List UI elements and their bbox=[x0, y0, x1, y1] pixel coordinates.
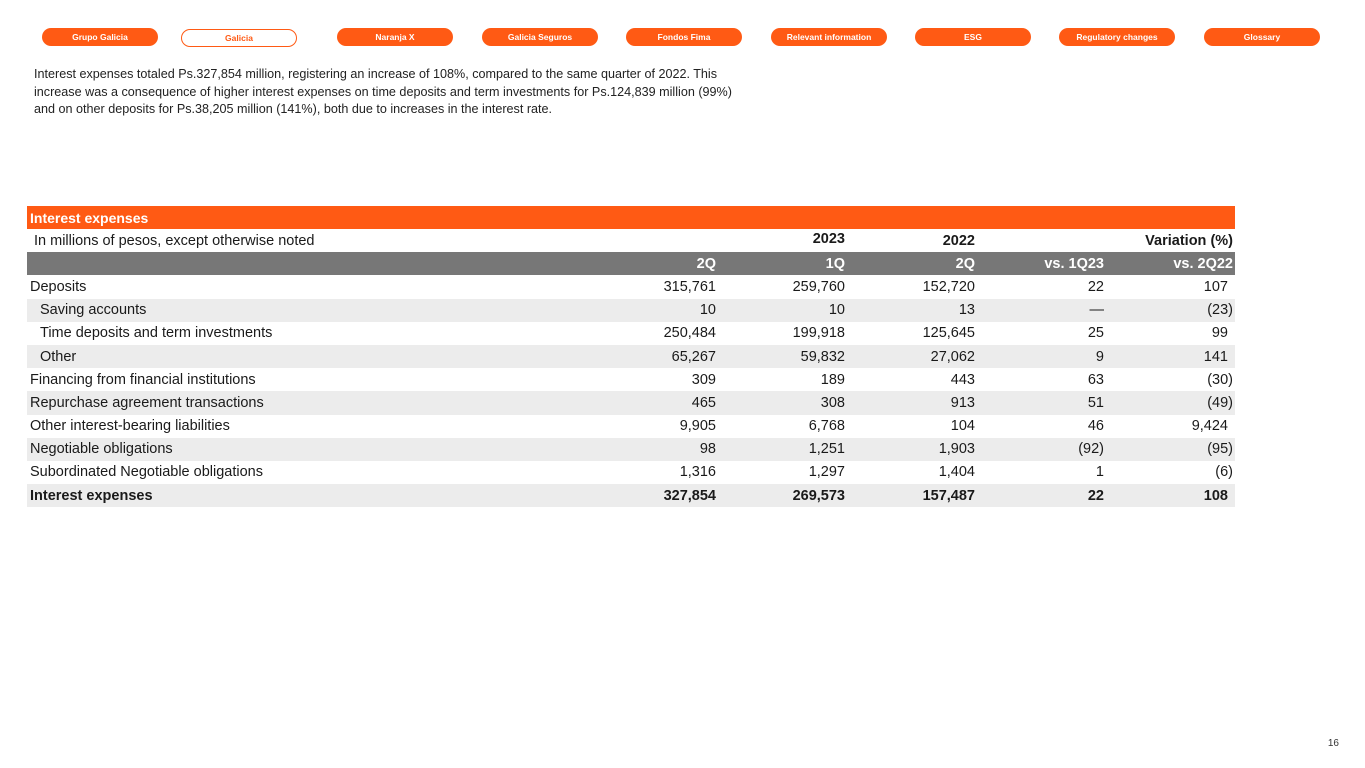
cell: 59,832 bbox=[800, 348, 845, 365]
year-2022-label: 2022 bbox=[942, 232, 975, 249]
col-header: 2Q bbox=[696, 255, 716, 272]
tab-glossary[interactable]: Glossary bbox=[1204, 28, 1320, 46]
cell: 13 bbox=[958, 302, 975, 319]
tab-galicia[interactable]: Galicia bbox=[181, 29, 297, 47]
cell: 22 bbox=[1087, 278, 1104, 295]
year-2023-label: 2023 bbox=[812, 230, 845, 247]
cell: 443 bbox=[950, 371, 975, 388]
cell: 107 bbox=[1203, 278, 1228, 295]
table-row bbox=[27, 275, 1235, 298]
cell: (95) bbox=[1207, 441, 1233, 458]
cell: 309 bbox=[691, 371, 716, 388]
cell: 259,760 bbox=[792, 278, 845, 295]
cell: 1 bbox=[1095, 464, 1104, 481]
tab-grupo-galicia[interactable]: Grupo Galicia bbox=[42, 28, 158, 46]
col-header: 2Q bbox=[955, 255, 975, 272]
cell: 199,918 bbox=[792, 325, 845, 342]
row-label: Saving accounts bbox=[40, 302, 147, 319]
cell: 125,645 bbox=[922, 325, 975, 342]
table-row bbox=[27, 391, 1235, 414]
table-row bbox=[27, 461, 1235, 484]
cell: 189 bbox=[820, 371, 845, 388]
table-row bbox=[27, 322, 1235, 345]
row-label: Subordinated Negotiable obligations bbox=[30, 464, 263, 481]
cell: 1,903 bbox=[938, 441, 975, 458]
tab-regulatory-changes[interactable]: Regulatory changes bbox=[1059, 28, 1175, 46]
row-label: Other bbox=[40, 348, 77, 365]
row-label: Financing from financial institutions bbox=[30, 371, 256, 388]
cell: 108 bbox=[1203, 487, 1228, 504]
tab-relevant-information[interactable]: Relevant information bbox=[771, 28, 887, 46]
cell: 1,251 bbox=[808, 441, 845, 458]
cell: 157,487 bbox=[922, 487, 975, 504]
cell: 141 bbox=[1203, 348, 1228, 365]
tab-esg[interactable]: ESG bbox=[915, 28, 1031, 46]
col-header: vs. 1Q23 bbox=[1044, 255, 1104, 272]
row-label: Negotiable obligations bbox=[30, 441, 173, 458]
row-label: Interest expenses bbox=[30, 487, 153, 504]
tab-naranja-x[interactable]: Naranja X bbox=[337, 28, 453, 46]
column-header-row bbox=[27, 252, 1235, 275]
cell: 27,062 bbox=[930, 348, 975, 365]
table-total-row bbox=[27, 484, 1235, 507]
cell: 65,267 bbox=[671, 348, 716, 365]
tab-galicia-seguros[interactable]: Galicia Seguros bbox=[482, 28, 598, 46]
section-nav bbox=[42, 28, 1322, 46]
table-title: Interest expenses bbox=[27, 206, 1235, 229]
table-row bbox=[27, 368, 1235, 391]
cell: 99 bbox=[1211, 325, 1228, 342]
cell: (49) bbox=[1207, 394, 1233, 411]
table-subtitle: In millions of pesos, except otherwise noted bbox=[34, 232, 315, 249]
cell: 10 bbox=[699, 302, 716, 319]
cell: 913 bbox=[950, 394, 975, 411]
table-row bbox=[27, 345, 1235, 368]
cell: (23) bbox=[1207, 302, 1233, 319]
cell: 1,316 bbox=[679, 464, 716, 481]
row-label: Time deposits and term investments bbox=[40, 325, 273, 342]
table-row bbox=[27, 415, 1235, 438]
cell: 46 bbox=[1087, 418, 1104, 435]
cell: 104 bbox=[950, 418, 975, 435]
cell: 98 bbox=[699, 441, 716, 458]
cell: 1,404 bbox=[938, 464, 975, 481]
cell: (30) bbox=[1207, 371, 1233, 388]
cell: (6) bbox=[1215, 464, 1233, 481]
cell: 269,573 bbox=[792, 487, 845, 504]
cell: 327,854 bbox=[663, 487, 716, 504]
cell: 1,297 bbox=[808, 464, 845, 481]
variation-label: Variation (%) bbox=[1145, 232, 1233, 249]
cell: 465 bbox=[691, 394, 716, 411]
cell: 308 bbox=[820, 394, 845, 411]
cell: 9 bbox=[1095, 348, 1104, 365]
row-label: Deposits bbox=[30, 278, 87, 295]
page-number: 16 bbox=[1327, 738, 1339, 749]
interest-expenses-table bbox=[27, 206, 1235, 507]
table-row bbox=[27, 299, 1235, 322]
cell: 9,905 bbox=[679, 418, 716, 435]
cell: 315,761 bbox=[663, 278, 716, 295]
cell: — bbox=[1089, 302, 1104, 319]
tab-fondos-fima[interactable]: Fondos Fima bbox=[626, 28, 742, 46]
cell: 25 bbox=[1087, 325, 1104, 342]
col-header: 1Q bbox=[825, 255, 845, 272]
cell: (92) bbox=[1078, 441, 1104, 458]
intro-paragraph: Interest expenses totaled Ps.327,854 million, registering an increase of 108%, compared to the same quarter of 2022. This increase was a consequence of higher interest expenses on time deposits and term investments for Ps.124,839 million (99%) and on other deposits for Ps.38,205 million (141%), both due to increases in the interest rate. bbox=[34, 67, 732, 116]
row-label: Other interest-bearing liabilities bbox=[30, 418, 230, 435]
table-row bbox=[27, 438, 1235, 461]
table-subheader bbox=[27, 229, 1235, 252]
cell: 22 bbox=[1087, 487, 1104, 504]
col-header: vs. 2Q22 bbox=[1173, 255, 1233, 272]
cell: 6,768 bbox=[808, 418, 845, 435]
cell: 250,484 bbox=[663, 325, 716, 342]
cell: 152,720 bbox=[922, 278, 975, 295]
cell: 9,424 bbox=[1191, 418, 1228, 435]
cell: 10 bbox=[828, 302, 845, 319]
row-label: Repurchase agreement transactions bbox=[30, 394, 264, 411]
cell: 63 bbox=[1087, 371, 1104, 388]
cell: 51 bbox=[1087, 394, 1104, 411]
